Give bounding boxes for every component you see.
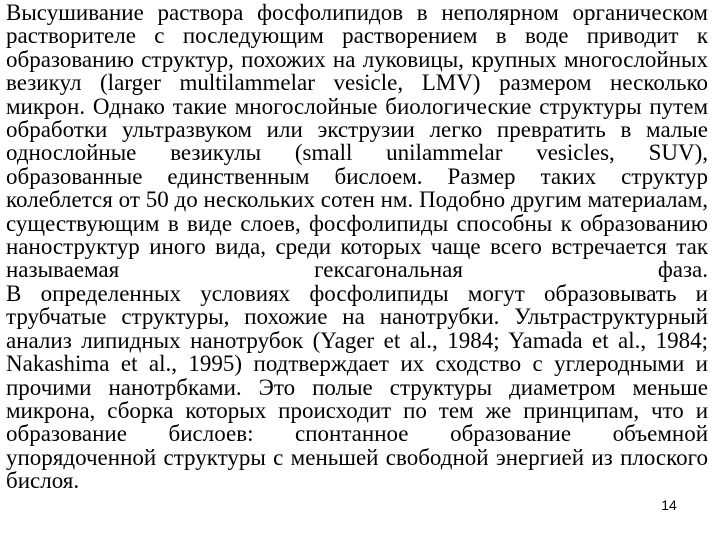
page-number: 14 (661, 497, 677, 513)
slide-body-text (6, 1, 708, 493)
paragraph-lipid-nanotubes: В определенных условиях фосфолипиды могут образовывать и трубчатые структуры, похожие на нанотрубки. Ультраструктурный анализ липидных нанотрубок (Yager et al., 1984; Yamada et al., 1984; Nakashima et al., 1995) подтверждает их сходство с углеродными и прочими нанотрбками. Это полые структуры диаметром меньше микрона, сборка которых происходит по тем же принципам, что и образование бислоев: спонтанное образование объемной упорядоченной структуры с меньшей свободной энергией из плоского бислоя. (6, 280, 708, 494)
paragraph-phospholipid-vesicles: Высушивание раствора фосфолипидов в неполярном органическом растворителе с последующим растворением в воде приводит к образованию структур, похожих на луковицы, крупных многослойных везикул (larger multilammelar vesicle, LMV) размером несколько микрон. Однако такие многослойные биологические структуры путем обработки ультразвуком или экструзии легко превратить в малые однослойные везикулы (small unilammelar vesicles, SUV), образованные единственным бислоем. Размер таких структур колеблется от 50 до нескольких сотен нм. Подобно другим материалам, существующим в виде слоев, фосфолипиды способны к образованию наноструктур иного вида, среди которых чаще всего встречается так называемая гексагональная фаза. (6, 0, 708, 283)
